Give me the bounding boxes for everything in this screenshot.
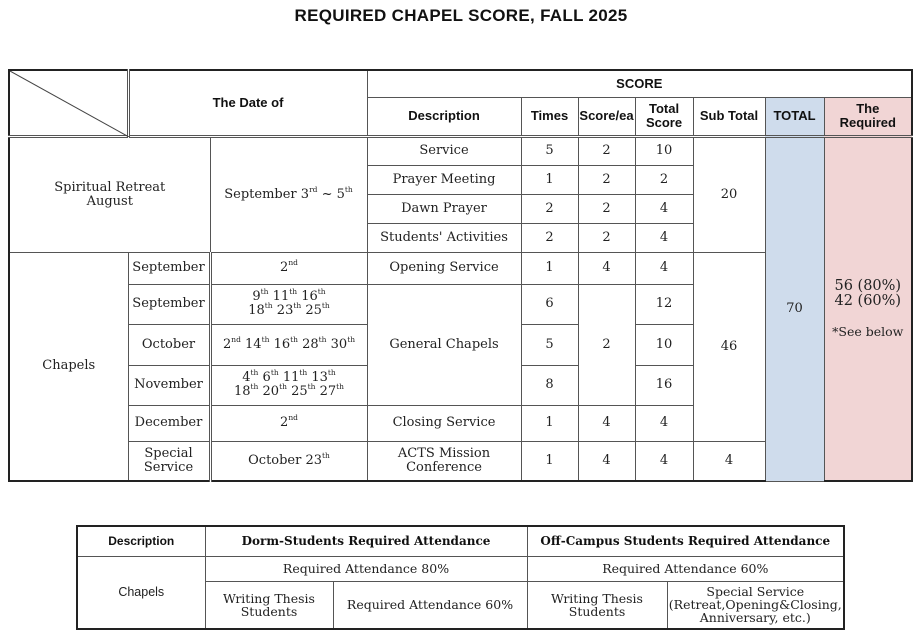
general-dates bbox=[210, 365, 367, 405]
date-number: 27 bbox=[319, 384, 337, 399]
general-times: 6 bbox=[521, 284, 578, 324]
date-number: 16 bbox=[301, 289, 318, 305]
retreat-times: 5 bbox=[521, 136, 578, 165]
total-score-header-line2: Score bbox=[645, 115, 683, 130]
date-number: 25 bbox=[305, 303, 322, 318]
date-number: 18 bbox=[233, 384, 251, 399]
score-header: SCORE bbox=[367, 70, 912, 97]
dorm-required: Required Attendance 80% bbox=[205, 556, 527, 581]
closing-month: December bbox=[128, 405, 210, 441]
required-header-line1: The bbox=[856, 101, 880, 117]
date-number: 28 bbox=[302, 336, 319, 352]
date-suffix: nd bbox=[231, 334, 241, 344]
date-suffix: th bbox=[279, 382, 287, 391]
date-number: 16 bbox=[273, 336, 291, 352]
general-month: October bbox=[128, 324, 210, 365]
retreat-score-each: 2 bbox=[578, 223, 635, 252]
date-suffix: th bbox=[264, 301, 273, 310]
retreat-times: 2 bbox=[521, 194, 578, 223]
special-label-line1: Special bbox=[144, 446, 193, 462]
date-number: 30 bbox=[330, 336, 348, 352]
retreat-times: 2 bbox=[521, 223, 578, 252]
retreat-sub-total: 20 bbox=[693, 136, 765, 252]
retreat-date-end-suffix: th bbox=[344, 184, 353, 194]
attendance-chapels-label: Chapels bbox=[77, 556, 205, 629]
retreat-date bbox=[210, 136, 367, 252]
score-each-header: Score/ea bbox=[578, 97, 635, 136]
dorm-thesis-value: Required Attendance 60% bbox=[333, 581, 527, 629]
dorm-thesis-line1: Writing Thesis bbox=[223, 590, 315, 606]
opening-description: Opening Service bbox=[367, 252, 521, 284]
diagonal-header-cell bbox=[9, 70, 128, 136]
date-suffix: th bbox=[250, 368, 259, 378]
opening-times: 1 bbox=[521, 252, 578, 284]
date-suffix: th bbox=[347, 334, 356, 344]
opening-day-suffix: nd bbox=[288, 258, 298, 268]
off-special-line3: Anniversary, etc.) bbox=[699, 610, 811, 626]
date-line bbox=[212, 382, 367, 399]
date-suffix: th bbox=[250, 382, 259, 391]
total-header: TOTAL bbox=[765, 97, 824, 136]
required-values bbox=[824, 136, 912, 481]
sub-total-header: Sub Total bbox=[693, 97, 765, 136]
date-of-header: The Date of bbox=[128, 70, 367, 136]
general-dates bbox=[210, 284, 367, 324]
special-description-line1: ACTS Mission bbox=[397, 446, 491, 462]
offcampus-required: Required Attendance 60% bbox=[527, 556, 844, 581]
date-number: 14 bbox=[245, 336, 262, 352]
opening-month: September bbox=[128, 252, 210, 284]
special-score-each: 4 bbox=[578, 441, 635, 481]
date-line bbox=[212, 334, 367, 352]
date-number: 4 bbox=[242, 370, 251, 386]
date-suffix: th bbox=[336, 382, 345, 391]
special-label bbox=[128, 441, 210, 481]
date-suffix: th bbox=[321, 301, 330, 310]
retreat-score-each: 2 bbox=[578, 194, 635, 223]
date-number: 25 bbox=[291, 384, 308, 399]
special-date-suffix: th bbox=[322, 450, 330, 460]
opening-score-each: 4 bbox=[578, 252, 635, 284]
date-number: 9 bbox=[252, 289, 261, 305]
date-suffix: th bbox=[293, 301, 302, 310]
date-suffix: th bbox=[260, 287, 269, 297]
total-score-header-line1: Total bbox=[648, 101, 680, 117]
required-60-value: 42 (60%) bbox=[834, 293, 902, 310]
chapels-sub-total: 46 bbox=[693, 252, 765, 441]
retreat-description: Service bbox=[367, 136, 521, 165]
general-total: 10 bbox=[635, 324, 693, 365]
diagonal-line bbox=[10, 71, 129, 137]
date-suffix: th bbox=[317, 287, 326, 297]
retreat-date-end: ~ 5 bbox=[317, 186, 345, 202]
date-suffix: th bbox=[307, 382, 316, 391]
date-suffix: th bbox=[327, 368, 336, 378]
date-suffix: th bbox=[270, 368, 279, 378]
special-date bbox=[210, 441, 367, 481]
retreat-total: 4 bbox=[635, 194, 693, 223]
dorm-thesis-label bbox=[205, 581, 333, 629]
off-thesis-label bbox=[527, 581, 667, 629]
required-header-line2: Required bbox=[839, 115, 896, 130]
chapel-score-table bbox=[8, 69, 913, 482]
closing-day: 2 bbox=[280, 415, 289, 431]
date-number: 2 bbox=[222, 336, 232, 352]
special-description bbox=[367, 441, 521, 481]
retreat-total: 4 bbox=[635, 223, 693, 252]
general-dates bbox=[210, 324, 367, 365]
required-header bbox=[824, 97, 912, 136]
off-thesis-line1: Writing Thesis bbox=[551, 590, 643, 606]
retreat-label-line2: August bbox=[86, 193, 133, 209]
general-month: November bbox=[128, 365, 210, 405]
closing-date bbox=[210, 405, 367, 441]
closing-description: Closing Service bbox=[367, 405, 521, 441]
closing-day-suffix: nd bbox=[288, 413, 298, 423]
attendance-table bbox=[76, 525, 845, 630]
date-suffix: th bbox=[299, 368, 308, 378]
date-number: 20 bbox=[262, 384, 280, 399]
retreat-date-start-suffix: rd bbox=[309, 184, 318, 194]
retreat-total: 10 bbox=[635, 136, 693, 165]
date-number: 13 bbox=[311, 370, 328, 386]
date-number: 6 bbox=[262, 370, 271, 386]
total-score-header bbox=[635, 97, 693, 136]
retreat-description: Students' Activities bbox=[367, 223, 521, 252]
general-description: General Chapels bbox=[367, 284, 521, 405]
special-sub-total: 4 bbox=[693, 441, 765, 481]
closing-total: 4 bbox=[635, 405, 693, 441]
general-times: 8 bbox=[521, 365, 578, 405]
off-special-service bbox=[667, 581, 844, 629]
general-total: 16 bbox=[635, 365, 693, 405]
off-special-line1: Special Service bbox=[706, 584, 805, 600]
date-suffix: th bbox=[290, 334, 298, 344]
special-date-text: October 23 bbox=[248, 452, 323, 468]
opening-total: 4 bbox=[635, 252, 693, 284]
off-special-line2: (Retreat,Opening&Closing, bbox=[668, 597, 842, 613]
times-header: Times bbox=[521, 97, 578, 136]
opening-day: 2 bbox=[280, 260, 289, 276]
date-line bbox=[212, 287, 367, 305]
attendance-description-header: Description bbox=[77, 526, 205, 556]
retreat-description: Dawn Prayer bbox=[367, 194, 521, 223]
offcampus-header: Off-Campus Students Required Attendance bbox=[527, 526, 844, 556]
closing-score-each: 4 bbox=[578, 405, 635, 441]
retreat-description: Prayer Meeting bbox=[367, 165, 521, 194]
date-suffix: th bbox=[261, 334, 270, 344]
date-suffix: th bbox=[318, 334, 327, 344]
required-80-value: 56 (80%) bbox=[834, 277, 902, 294]
general-month: September bbox=[128, 284, 210, 324]
date-number: 18 bbox=[248, 303, 265, 318]
off-thesis-line2: Students bbox=[568, 603, 626, 619]
retreat-label bbox=[9, 136, 210, 252]
page-title: REQUIRED CHAPEL SCORE, FALL 2025 bbox=[294, 6, 628, 25]
retreat-date-start: September 3 bbox=[224, 186, 310, 202]
opening-date bbox=[210, 252, 367, 284]
special-total: 4 bbox=[635, 441, 693, 481]
see-below-note: *See below bbox=[832, 324, 904, 340]
description-header: Description bbox=[367, 97, 521, 136]
date-line bbox=[212, 301, 367, 318]
dorm-thesis-line2: Students bbox=[240, 603, 298, 619]
date-number: 11 bbox=[272, 289, 290, 305]
total-value: 70 bbox=[765, 136, 824, 481]
retreat-times: 1 bbox=[521, 165, 578, 194]
dorm-header: Dorm-Students Required Attendance bbox=[205, 526, 527, 556]
date-number: 11 bbox=[282, 370, 300, 386]
retreat-label-line1: Spiritual Retreat bbox=[54, 179, 166, 195]
general-total: 12 bbox=[635, 284, 693, 324]
special-description-line2: Conference bbox=[406, 459, 482, 475]
chapels-label: Chapels bbox=[9, 252, 128, 481]
special-label-line2: Service bbox=[143, 459, 194, 475]
special-times: 1 bbox=[521, 441, 578, 481]
closing-times: 1 bbox=[521, 405, 578, 441]
retreat-total: 2 bbox=[635, 165, 693, 194]
date-number: 23 bbox=[276, 303, 294, 318]
retreat-score-each: 2 bbox=[578, 165, 635, 194]
retreat-score-each: 2 bbox=[578, 136, 635, 165]
date-suffix: th bbox=[289, 287, 298, 297]
general-times: 5 bbox=[521, 324, 578, 365]
general-score-each: 2 bbox=[578, 284, 635, 405]
